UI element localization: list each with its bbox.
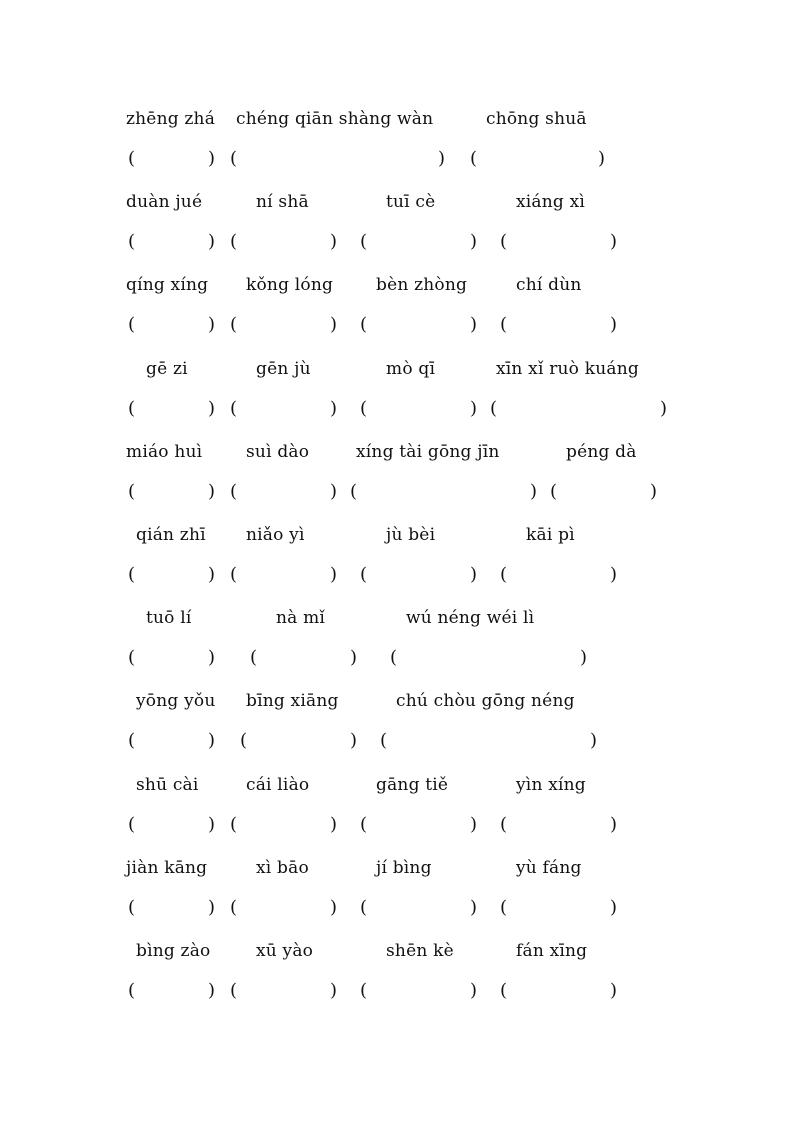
open-paren: ( [380, 730, 388, 752]
pinyin-word: wú néng wéi lì [406, 608, 535, 629]
pinyin-row [0, 856, 793, 880]
close-paren: ) [330, 397, 338, 419]
close-paren: ) [208, 730, 216, 752]
open-paren: ( [500, 980, 508, 1001]
open-paren: ( [128, 980, 136, 1001]
open-paren: ( [128, 896, 136, 918]
close-paren: ) [330, 896, 338, 918]
open-paren: ( [230, 397, 238, 419]
close-paren: ) [330, 480, 338, 502]
pinyin-word: mò qī [386, 358, 436, 379]
open-paren: ( [128, 730, 136, 752]
pinyin-word: jù bèi [386, 525, 436, 545]
close-paren: ) [530, 480, 538, 502]
open-paren: ( [230, 480, 238, 502]
close-paren: ) [470, 314, 478, 336]
pinyin-word: qián zhī [136, 525, 206, 545]
pinyin-word: duàn jué [126, 192, 203, 213]
close-paren: ) [330, 813, 338, 835]
open-paren: ( [360, 231, 368, 253]
open-paren: ( [128, 813, 136, 835]
open-paren: ( [490, 397, 498, 419]
pinyin-word: cái liào [246, 774, 310, 795]
pinyin-word: bīng xiāng [246, 691, 339, 712]
pinyin-row [0, 773, 793, 797]
open-paren: ( [500, 231, 508, 253]
pinyin-word: kāi pì [526, 525, 575, 545]
pinyin-word: niǎo yì [246, 525, 305, 545]
close-paren: ) [208, 397, 216, 419]
close-paren: ) [650, 480, 658, 502]
answer-row [0, 896, 793, 920]
pinyin-word: tuō lí [146, 608, 192, 629]
close-paren: ) [438, 148, 446, 169]
pinyin-word: jiàn kāng [126, 857, 208, 878]
close-paren: ) [330, 980, 338, 1001]
open-paren: ( [128, 397, 136, 419]
close-paren: ) [208, 231, 216, 253]
answer-row [0, 230, 793, 254]
pinyin-word: gāng tiě [376, 774, 449, 795]
close-paren: ) [470, 980, 478, 1001]
close-paren: ) [350, 730, 358, 752]
pinyin-word: yù fáng [516, 857, 582, 878]
close-paren: ) [330, 231, 338, 253]
open-paren: ( [390, 647, 398, 669]
close-paren: ) [208, 564, 216, 585]
open-paren: ( [470, 148, 478, 169]
pinyin-word: ní shā [256, 192, 309, 213]
pinyin-word: zhēng zhá [126, 109, 216, 129]
answer-row [0, 563, 793, 587]
open-paren: ( [360, 896, 368, 918]
close-paren: ) [208, 647, 216, 669]
close-paren: ) [470, 231, 478, 253]
open-paren: ( [350, 480, 358, 502]
pinyin-word: yìn xíng [516, 774, 586, 795]
answer-row [0, 813, 793, 837]
pinyin-word: nà mǐ [276, 608, 326, 629]
pinyin-word: bèn zhòng [376, 275, 468, 296]
open-paren: ( [500, 564, 508, 585]
open-paren: ( [500, 813, 508, 835]
close-paren: ) [208, 480, 216, 502]
pinyin-word: xíng tài gōng jīn [356, 441, 500, 462]
answer-row [0, 979, 793, 1003]
close-paren: ) [610, 564, 618, 585]
close-paren: ) [208, 896, 216, 918]
pinyin-row [0, 107, 793, 131]
pinyin-word: gē zi [146, 358, 188, 379]
pinyin-word: qíng xíng [126, 275, 209, 296]
open-paren: ( [230, 564, 238, 585]
close-paren: ) [208, 314, 216, 336]
open-paren: ( [230, 314, 238, 336]
pinyin-word: kǒng lóng [246, 275, 334, 296]
open-paren: ( [230, 231, 238, 253]
pinyin-word: miáo huì [126, 441, 203, 462]
close-paren: ) [330, 314, 338, 336]
open-paren: ( [500, 314, 508, 336]
close-paren: ) [610, 314, 618, 336]
open-paren: ( [360, 564, 368, 585]
close-paren: ) [208, 980, 216, 1001]
pinyin-word: chú chòu gōng néng [396, 691, 575, 712]
pinyin-word: xū yào [256, 941, 314, 961]
open-paren: ( [128, 231, 136, 253]
open-paren: ( [360, 813, 368, 835]
close-paren: ) [470, 896, 478, 918]
open-paren: ( [360, 397, 368, 419]
open-paren: ( [230, 980, 238, 1001]
close-paren: ) [208, 148, 216, 169]
pinyin-row [0, 357, 793, 381]
pinyin-word: shēn kè [386, 941, 454, 961]
pinyin-row [0, 606, 793, 630]
open-paren: ( [128, 480, 136, 502]
close-paren: ) [208, 813, 216, 835]
answer-row [0, 480, 793, 504]
pinyin-row [0, 273, 793, 297]
close-paren: ) [610, 813, 618, 835]
open-paren: ( [500, 896, 508, 918]
open-paren: ( [128, 314, 136, 336]
close-paren: ) [590, 730, 598, 752]
close-paren: ) [660, 397, 668, 419]
answer-row [0, 147, 793, 171]
close-paren: ) [610, 896, 618, 918]
open-paren: ( [230, 148, 238, 169]
pinyin-word: tuī cè [386, 192, 436, 213]
open-paren: ( [230, 813, 238, 835]
close-paren: ) [330, 564, 338, 585]
pinyin-word: xīn xǐ ruò kuáng [496, 358, 639, 379]
answer-row [0, 729, 793, 753]
pinyin-row [0, 190, 793, 214]
open-paren: ( [360, 980, 368, 1001]
pinyin-word: jí bìng [376, 857, 432, 878]
pinyin-word: fán xīng [516, 941, 588, 961]
pinyin-word: chōng shuā [486, 109, 587, 129]
answer-row [0, 313, 793, 337]
pinyin-row [0, 523, 793, 547]
pinyin-row [0, 440, 793, 464]
close-paren: ) [470, 564, 478, 585]
pinyin-row [0, 939, 793, 963]
open-paren: ( [128, 647, 136, 669]
answer-row [0, 646, 793, 670]
open-paren: ( [250, 647, 258, 669]
pinyin-word: suì dào [246, 441, 310, 462]
close-paren: ) [598, 148, 606, 169]
pinyin-word: yōng yǒu [136, 691, 216, 712]
open-paren: ( [240, 730, 248, 752]
pinyin-word: chéng qiān shàng wàn [236, 109, 434, 129]
open-paren: ( [128, 564, 136, 585]
pinyin-row [0, 689, 793, 713]
close-paren: ) [610, 231, 618, 253]
close-paren: ) [580, 647, 588, 669]
open-paren: ( [230, 896, 238, 918]
pinyin-word: péng dà [566, 441, 637, 462]
open-paren: ( [550, 480, 558, 502]
close-paren: ) [470, 397, 478, 419]
open-paren: ( [360, 314, 368, 336]
pinyin-word: chí dùn [516, 275, 582, 296]
answer-row [0, 397, 793, 421]
pinyin-word: gēn jù [256, 358, 311, 379]
pinyin-word: xiáng xì [516, 192, 586, 213]
open-paren: ( [128, 148, 136, 169]
close-paren: ) [350, 647, 358, 669]
close-paren: ) [470, 813, 478, 835]
pinyin-word: bìng zào [136, 941, 211, 961]
close-paren: ) [610, 980, 618, 1001]
pinyin-word: xì bāo [256, 857, 309, 878]
pinyin-word: shū cài [136, 774, 199, 795]
